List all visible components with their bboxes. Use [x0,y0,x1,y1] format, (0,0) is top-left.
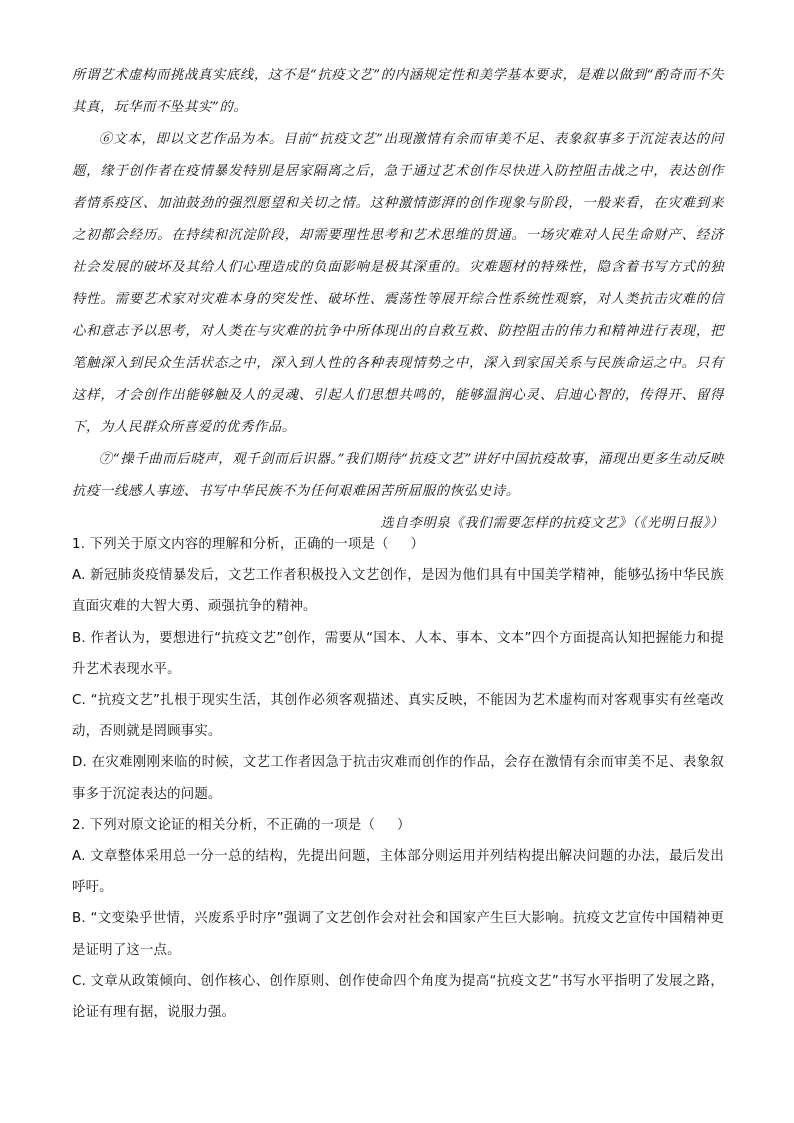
question-2-option-a: A. 文章整体采用总一分一总的结构，先提出问题，主体部分则运用并列结构提出解决问题的办法，最后发出呼吁。 [72,849,724,896]
question-1-option-d: D. 在灾难刚刚来临的时候，文艺工作者因急于抗击灾难而创作的作品，会存在激情有余而审美不足、表象叙事多于沉淀表达的问题。 [72,755,724,802]
questions-section [72,529,724,1028]
question-2-option-b: B. “文变染乎世情，兴废系乎时序”强调了文艺创作会对社会和国家产生巨大影响。抗疫文艺宣传中国精神更是证明了这一点。 [72,911,724,958]
question-1-stem-end: ） [410,537,425,552]
paragraph-7: ⑦“操千曲而后晓声，观千剑而后识器。”我们期待“抗疫文艺”讲好中国抗疫故事，涌现出更多生动反映抗疫一线感人事迹、书写中华民族不为任何艰难困苦所屈服的恢弘史诗。 [72,452,724,499]
question-2-stem-text: 2. 下列对原文论证的相关分析，不正确的一项是（ [72,817,376,833]
question-2-stem [72,810,724,841]
question-2-stem-end: ） [397,817,411,833]
paragraph-6: ⑥文本，即以文艺作品为本。目前“抗疫文艺”出现激情有余而审美不足、表象叙事多于沉淀表达的问题，缘于创作者在疫情暴发特别是居家隔离之后，急于通过艺术创作尽快进入防控阻击战之中，表达创作者情系疫区、加油鼓劲的强烈愿望和关切之情。这种激情澎湃的创作现象与阶段，一般来看，在灾难到来之初都会经历。在持续和沉淀阶段，却需要理性思考和艺术思维的贯通。一场灾难对人民生命财产、经济社会发展的破坏及其给人们心理造成的负面影响是极其深重的。灾难题材的特殊性，隐含着书写方式的独特性。需要艺术家对灾难本身的突发性、破坏性、震荡性等展开综合性系统性观察，对人类抗击灾难的信心和意志予以思考，对人类在与灾难的抗争中所体现出的自救互救、防控阻击的伟力和精神进行表现，把笔触深入到民众生活状态之中，深入到人性的各种表现情势之中，深入到家国关系与民族命运之中。只有这样，才会创作出能够触及人的灵魂、引起人们思想共鸣的，能够温润心灵、启迪心智的，传得开、留得下，为人民群众所喜爱的优秀作品。 [72,132,724,435]
question-1-option-b: B. 作者认为，要想进行“抗疫文艺”创作，需要从“国本、人本、事本、文本”四个方面提高认知把握能力和提升艺术表现水平。 [72,630,724,677]
question-1-stem [72,529,724,560]
source-citation: 选自李明泉《我们需要怎样的抗疫文艺》（《光明日报》） [380,516,724,531]
paragraph-continuation: 所谓艺术虚构而挑战真实底线，这不是“抗疫文艺”的内涵规定性和美学基本要求，是难以做到“酌奇而不失其真，玩华而不坠其实”的。 [72,68,724,115]
question-1-option-c: C. “抗疫文艺”扎根于现实生活，其创作必须客观描述、真实反映，不能因为艺术虚构而对客观事实有丝毫改动，否则就是罔顾事实。 [72,693,724,740]
passage-text [72,60,724,540]
question-2-option-c: C. 文章从政策倾向、创作核心、创作原则、创作使命四个角度为提高“抗疫文艺”书写水平指明了发展之路，论证有理有据，说服力强。 [72,973,724,1021]
question-1-stem-text: 1. 下列关于原文内容的理解和分析，正确的一项是（ [72,537,389,552]
question-1-option-a: A. 新冠肺炎疫情暴发后，文艺工作者积极投入文艺创作，是因为他们具有中国美学精神，能够弘扬中华民族直面灾难的大智大勇、顽强抗争的精神。 [72,568,724,615]
